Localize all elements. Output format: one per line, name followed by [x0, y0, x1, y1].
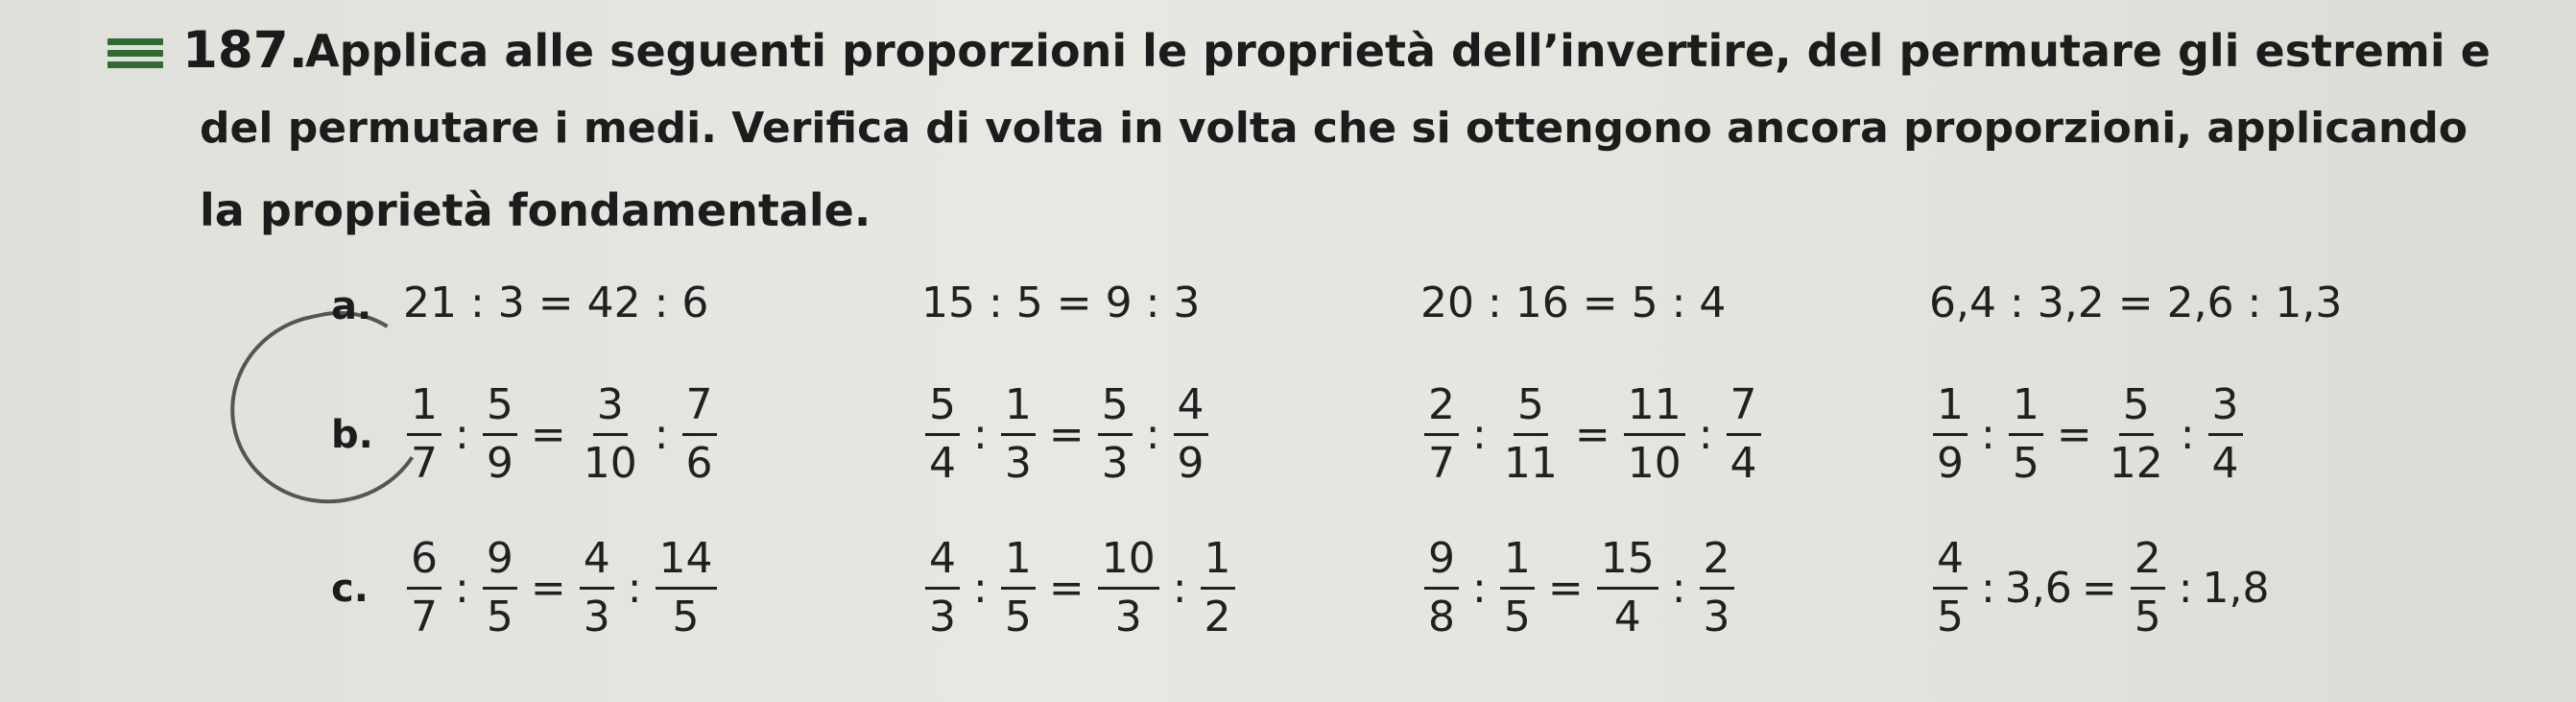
fraction	[2131, 534, 2165, 641]
fraction	[1933, 380, 1968, 488]
fraction-numerator: 5	[925, 384, 960, 436]
fraction	[1001, 534, 1036, 641]
fraction-numerator: 1	[1001, 538, 1036, 590]
fraction	[580, 380, 641, 488]
fraction	[1727, 380, 1761, 488]
fraction	[1624, 380, 1685, 488]
decimal-value: 3,6	[2004, 564, 2072, 613]
proportion-expression	[921, 278, 1200, 327]
difficulty-bars-icon	[107, 38, 163, 73]
fraction-denominator: 3	[1101, 439, 1129, 488]
fraction-denominator: 9	[486, 439, 513, 488]
fraction-numerator: 10	[1098, 538, 1159, 590]
fraction-numerator: 5	[2119, 384, 2154, 436]
fraction-denominator: 4	[1613, 593, 1641, 641]
fraction-numerator: 1	[1001, 384, 1036, 436]
fraction-denominator: 3	[1703, 593, 1730, 641]
fraction-denominator: 3	[929, 593, 956, 641]
fraction	[682, 380, 717, 488]
colon-symbol: :	[455, 564, 469, 613]
fraction	[1424, 534, 1459, 641]
equals-symbol: =	[1574, 410, 1610, 459]
fraction	[656, 534, 717, 641]
fraction	[925, 534, 960, 641]
fraction	[1098, 380, 1133, 488]
proportion-expression	[1420, 380, 1765, 488]
row-label: c.	[331, 567, 369, 611]
exercise-number: 187.	[182, 21, 308, 80]
fraction-numerator: 4	[925, 538, 960, 590]
fraction-numerator: 1	[1500, 538, 1535, 590]
fraction-numerator: 1	[2009, 384, 2043, 436]
colon-symbol: :	[973, 564, 988, 613]
fraction-denominator: 11	[1503, 439, 1558, 488]
fraction	[407, 380, 441, 488]
fraction	[2106, 380, 2167, 488]
fraction-numerator: 9	[1424, 538, 1459, 590]
fraction-denominator: 3	[583, 593, 610, 641]
equals-symbol: =	[2081, 564, 2117, 613]
colon-symbol: :	[1145, 410, 1160, 459]
row-label: a.	[331, 284, 372, 328]
fraction-numerator: 9	[483, 538, 517, 590]
colon-symbol: :	[973, 410, 988, 459]
fraction	[1933, 534, 1968, 641]
fraction-numerator: 4	[1174, 384, 1208, 436]
fraction-denominator: 5	[1004, 593, 1032, 641]
fraction-numerator: 14	[656, 538, 717, 590]
fraction-numerator: 15	[1597, 538, 1658, 590]
proportion-text: 20 : 16 = 5 : 4	[1420, 278, 1727, 327]
fraction-numerator: 3	[593, 384, 628, 436]
decimal-value: 1,8	[2202, 564, 2270, 613]
proportion-expression	[921, 534, 1239, 641]
fraction-denominator: 5	[2012, 439, 2039, 488]
fraction-denominator: 5	[2134, 593, 2161, 641]
proportion-expression	[1420, 534, 1738, 641]
colon-symbol: :	[654, 410, 669, 459]
fraction-denominator: 12	[2109, 439, 2163, 488]
equals-symbol: =	[530, 564, 566, 613]
fraction-denominator: 4	[2211, 439, 2239, 488]
fraction-numerator: 11	[1624, 384, 1685, 436]
fraction-numerator: 5	[483, 384, 517, 436]
proportion-expression	[403, 278, 708, 327]
fraction	[925, 380, 960, 488]
colon-symbol: :	[2178, 564, 2193, 613]
fraction	[2208, 380, 2243, 488]
colon-symbol: :	[627, 564, 642, 613]
fraction-denominator: 5	[1503, 593, 1531, 641]
fraction-denominator: 4	[929, 439, 956, 488]
fraction	[1597, 534, 1658, 641]
proportion-expression	[403, 380, 721, 488]
colon-symbol: :	[2180, 410, 2195, 459]
fraction-numerator: 1	[1201, 538, 1235, 590]
fraction-denominator: 7	[411, 439, 438, 488]
fraction-numerator: 3	[2208, 384, 2243, 436]
fraction-numerator: 6	[407, 538, 441, 590]
fraction-numerator: 7	[1727, 384, 1761, 436]
proportion-text: 21 : 3 = 42 : 6	[403, 278, 709, 327]
fraction	[2009, 380, 2043, 488]
proportion-text: 6,4 : 3,2 = 2,6 : 1,3	[1929, 278, 2343, 327]
fraction-denominator: 10	[583, 439, 637, 488]
fraction	[1174, 380, 1208, 488]
fraction-numerator: 1	[407, 384, 441, 436]
colon-symbol: :	[1698, 410, 1713, 459]
colon-symbol: :	[455, 410, 469, 459]
fraction-denominator: 5	[672, 593, 700, 641]
fraction-numerator: 2	[1700, 538, 1734, 590]
fraction-denominator: 3	[1114, 593, 1142, 641]
equals-symbol: =	[1547, 564, 1584, 613]
fraction-numerator: 7	[682, 384, 717, 436]
instruction-line-2: del permutare i medi. Verifica di volta in volta che si ottengono ancora proporzioni, applicando	[200, 104, 2469, 153]
fraction-denominator: 4	[1729, 439, 1757, 488]
fraction-denominator: 7	[1428, 439, 1455, 488]
fraction-numerator: 4	[1933, 538, 1968, 590]
fraction-denominator: 8	[1428, 593, 1455, 641]
fraction	[1500, 534, 1535, 641]
fraction	[1424, 380, 1459, 488]
fraction-numerator: 2	[2131, 538, 2165, 590]
proportion-expression	[1420, 278, 1726, 327]
fraction	[1700, 534, 1734, 641]
fraction-numerator: 5	[1514, 384, 1548, 436]
equals-symbol: =	[1048, 410, 1085, 459]
proportion-expression	[403, 534, 721, 641]
colon-symbol: :	[1472, 564, 1487, 613]
fraction	[483, 534, 517, 641]
proportion-text: 15 : 5 = 9 : 3	[921, 278, 1201, 327]
fraction-denominator: 10	[1627, 439, 1682, 488]
fraction-numerator: 1	[1933, 384, 1968, 436]
fraction-denominator: 2	[1204, 593, 1231, 641]
instruction-line-1: Applica alle seguenti proporzioni le proprietà dell’invertire, del permutare gli estremi e	[305, 25, 2491, 77]
proportion-expression	[1929, 380, 2247, 488]
fraction-denominator: 3	[1004, 439, 1032, 488]
colon-symbol: :	[1981, 564, 1995, 613]
equals-symbol: =	[1048, 564, 1085, 613]
fraction-numerator: 4	[580, 538, 614, 590]
fraction-denominator: 9	[1937, 439, 1964, 488]
instruction-line-3: la proprietà fondamentale.	[200, 184, 871, 236]
colon-symbol: :	[1981, 410, 1995, 459]
colon-symbol: :	[1472, 410, 1487, 459]
proportion-expression	[1929, 534, 2270, 641]
fraction	[483, 380, 517, 488]
fraction	[580, 534, 614, 641]
fraction	[1001, 380, 1036, 488]
fraction-denominator: 5	[486, 593, 513, 641]
colon-symbol: :	[1172, 564, 1187, 613]
fraction-denominator: 9	[1177, 439, 1205, 488]
row-label: b.	[331, 413, 373, 457]
equals-symbol: =	[2056, 410, 2092, 459]
equals-symbol: =	[530, 410, 566, 459]
fraction-numerator: 5	[1098, 384, 1133, 436]
fraction	[1500, 380, 1562, 488]
fraction	[1201, 534, 1235, 641]
fraction-denominator: 6	[685, 439, 713, 488]
fraction	[407, 534, 441, 641]
fraction-denominator: 5	[1937, 593, 1964, 641]
colon-symbol: :	[1671, 564, 1686, 613]
fraction	[1098, 534, 1159, 641]
proportion-expression	[1929, 278, 2342, 327]
fraction-denominator: 7	[411, 593, 438, 641]
bleed-through-text	[1056, 230, 1068, 273]
fraction-numerator: 2	[1424, 384, 1459, 436]
proportion-expression	[921, 380, 1212, 488]
